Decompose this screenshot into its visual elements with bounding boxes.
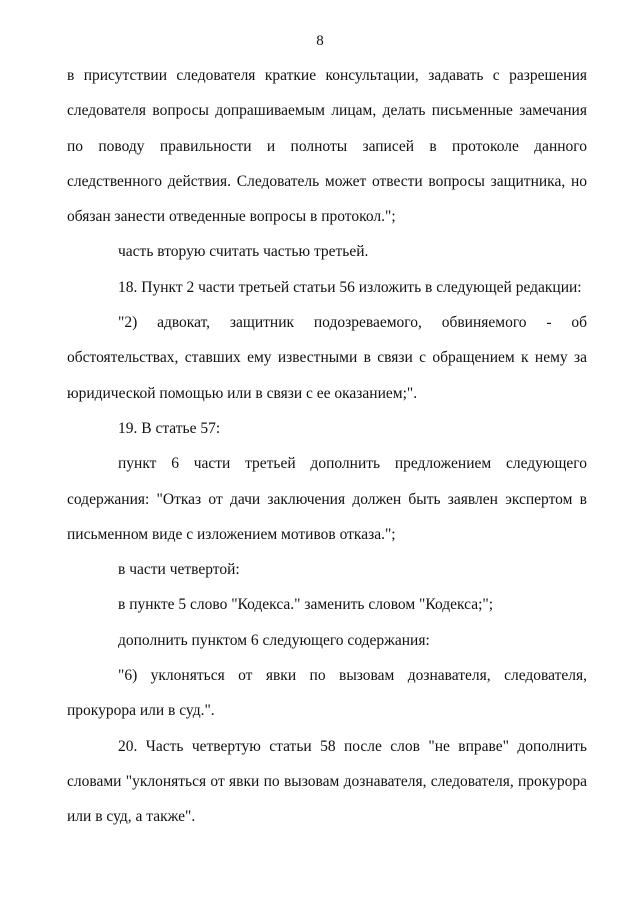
paragraph-item-18: 18. Пункт 2 части третьей статьи 56 изложить в следующей редакции: [118,278,582,296]
document-body [67,58,587,835]
paragraph-item-19-point-6: пункт 6 части третьей дополнить предложением следующего содержания: "Отказ от дачи заключения должен быть заявлен экспертом в письменном виде с изложением мотивов отказа."; [67,455,587,543]
paragraph-continuation: в присутствии следователя краткие консультации, задавать с разрешения следователя вопросы допрашиваемым лицам, делать письменные замечания по поводу правильности и полноты записей в протоколе данного следственного действия. Следователь может отвести вопросы защитника, но обязан занести отведенные вопросы в протокол."; [67,67,587,226]
paragraph-item-18-text: "2) адвокат, защитник подозреваемого, обвиняемого - об обстоятельствах, ставших ему известными в связи с обращением к нему за юридической помощью или в связи с ее оказанием;". [67,314,587,402]
paragraph-part-two-renumber: часть вторую считать частью третьей. [118,243,369,261]
paragraph-point-5-replace: в пункте 5 слово "Кодекса." заменить словом "Кодекса;"; [118,596,494,614]
paragraph-part-four: в части четвертой: [118,561,240,579]
page-number: 8 [316,33,324,49]
paragraph-add-point-6: дополнить пунктом 6 следующего содержания: [118,631,430,649]
paragraph-item-19: 19. В статье 57: [118,419,221,437]
paragraph-point-6-text: "6) уклоняться от явки по вызовам дознавателя, следователя, прокурора или в суд.". [67,667,587,720]
paragraph-item-20: 20. Часть четвертую статьи 58 после слов "не вправе" дополнить словами "уклоняться от явки по вызовам дознавателя, следователя, прокурора или в суд, а также". [67,737,587,826]
